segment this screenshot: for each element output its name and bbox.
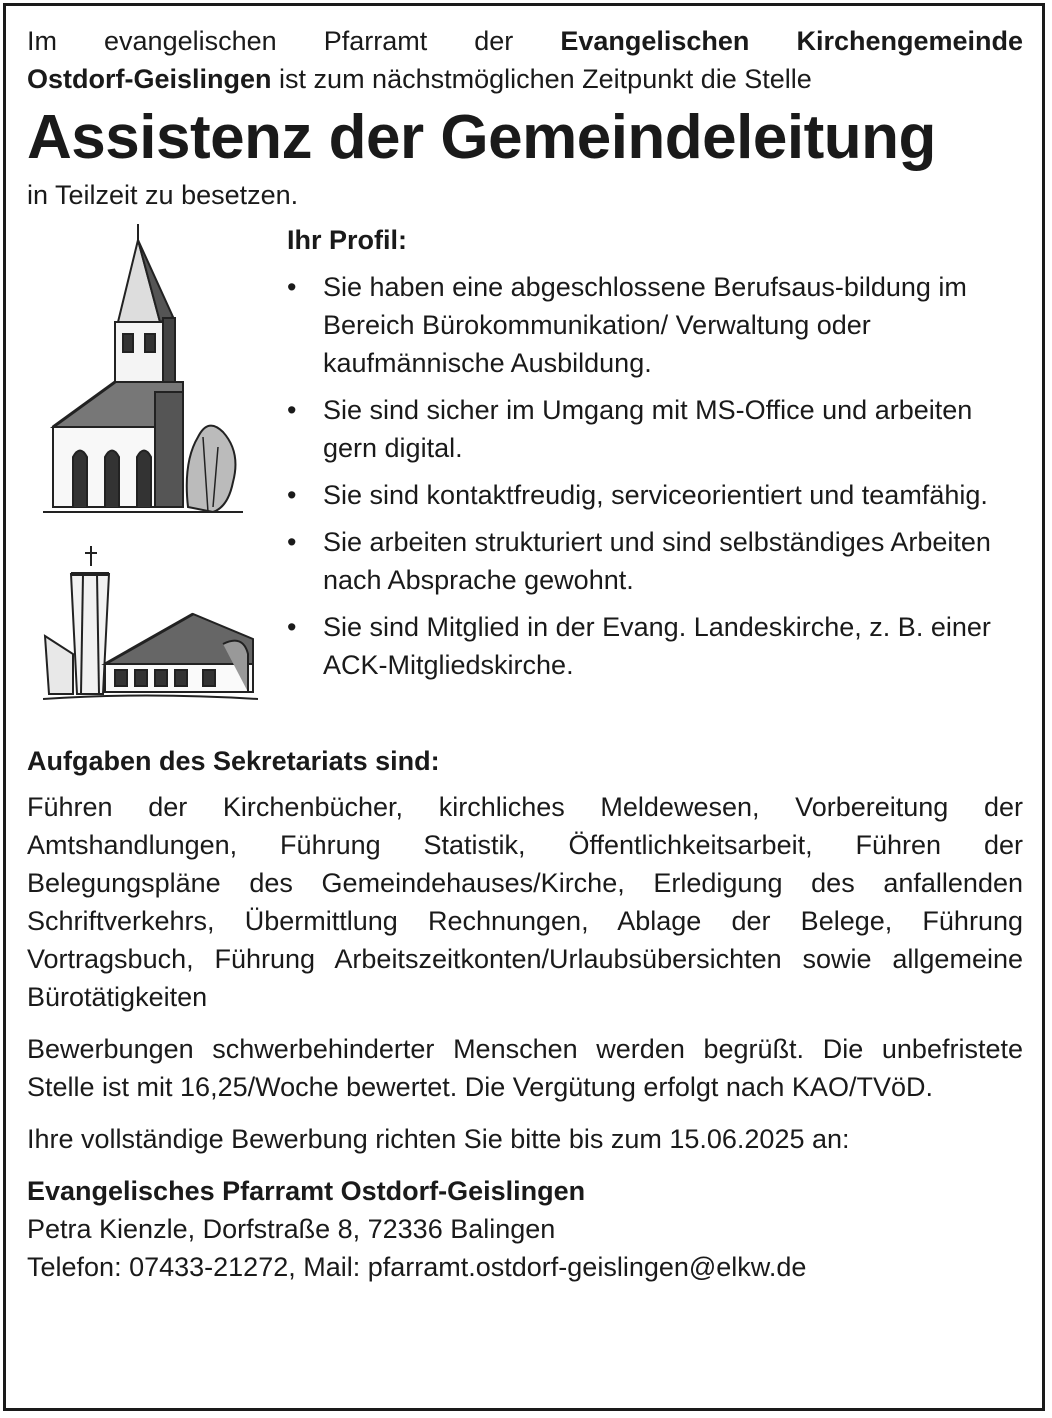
job-ad-content [27, 22, 1023, 1286]
contact-block [27, 1172, 1023, 1286]
job-subline: in Teilzeit zu besetzen. [27, 180, 299, 210]
contact-address: Petra Kienzle, Dorfstraße 8, 72336 Balingen [27, 1214, 556, 1244]
profile-list [287, 268, 1027, 684]
profile-item: • Sie sind kontaktfreudig, serviceorientiert und teamfähig. [287, 476, 1027, 514]
profile-item: • Sie sind Mitglied in der Evang. Landeskirche, z. B. einer ACK-Mitgliedskirche. [287, 608, 1027, 684]
intro-line-2 [27, 60, 1023, 98]
intro-parish-location: Ostdorf-Geislingen [27, 64, 272, 94]
deadline-text: Ihre vollständige Bewerbung richten Sie bitte bis zum 15.06.2025 an: [27, 1124, 850, 1154]
modern-church-illustration-icon [43, 544, 258, 704]
old-church-illustration-icon [43, 222, 243, 517]
profile-item: • Sie arbeiten strukturiert und sind selbständiges Arbeiten nach Absprache gewohnt. [287, 523, 1027, 599]
notice-text: Bewerbungen schwerbehinderter Menschen werden begrüßt. Die unbefristete Stelle ist mit 16,25/Woche bewertet. Die Vergütung erfolgt nach KAO/TVöD. [27, 1034, 1023, 1102]
intro-parish-name: Evangelischen Kirchengemeinde [560, 26, 1024, 56]
profile-section [27, 222, 1023, 742]
profile-item: • Sie sind sicher im Umgang mit MS-Office und arbeiten gern digital. [287, 391, 1027, 467]
church-illustrations [43, 222, 273, 709]
profile-title: Ihr Profil: [287, 225, 407, 255]
contact-phone-mail: Telefon: 07433-21272, Mail: pfarramt.ostdorf-geislingen@elkw.de [27, 1252, 807, 1282]
tasks-title: Aufgaben des Sekretariats sind: [27, 746, 440, 776]
profile-list-block [287, 222, 1027, 693]
contact-org: Evangelisches Pfarramt Ostdorf-Geislingen [27, 1176, 586, 1206]
intro-text-2: ist zum nächstmöglichen Zeitpunkt die Stelle [279, 64, 812, 94]
job-title: Assistenz der Gemeindeleitung [27, 103, 936, 172]
intro-line-1 [27, 22, 1023, 60]
profile-item: • Sie haben eine abgeschlossene Berufsaus-bildung im Bereich Bürokommunikation/ Verwaltung oder kaufmännische Ausbildung. [287, 268, 1027, 382]
intro-text-1: Im evangelischen Pfarramt der [27, 26, 514, 56]
tasks-text: Führen der Kirchenbücher, kirchliches Meldewesen, Vorbereitung der Amtshandlungen, Führung Statistik, Öffentlichkeitsarbeit, Führen der Belegungspläne des Gemeindehauses/Kirche, Erledigung des anfallenden Schriftverkehrs, Übermittlung Rechnungen, Ablage der Belege, Führung Vortragsbuch, Führung Arbeitszeitkonten/Urlaubsübersichten sowie allgemeine Bürotätigkeiten [27, 792, 1023, 1012]
